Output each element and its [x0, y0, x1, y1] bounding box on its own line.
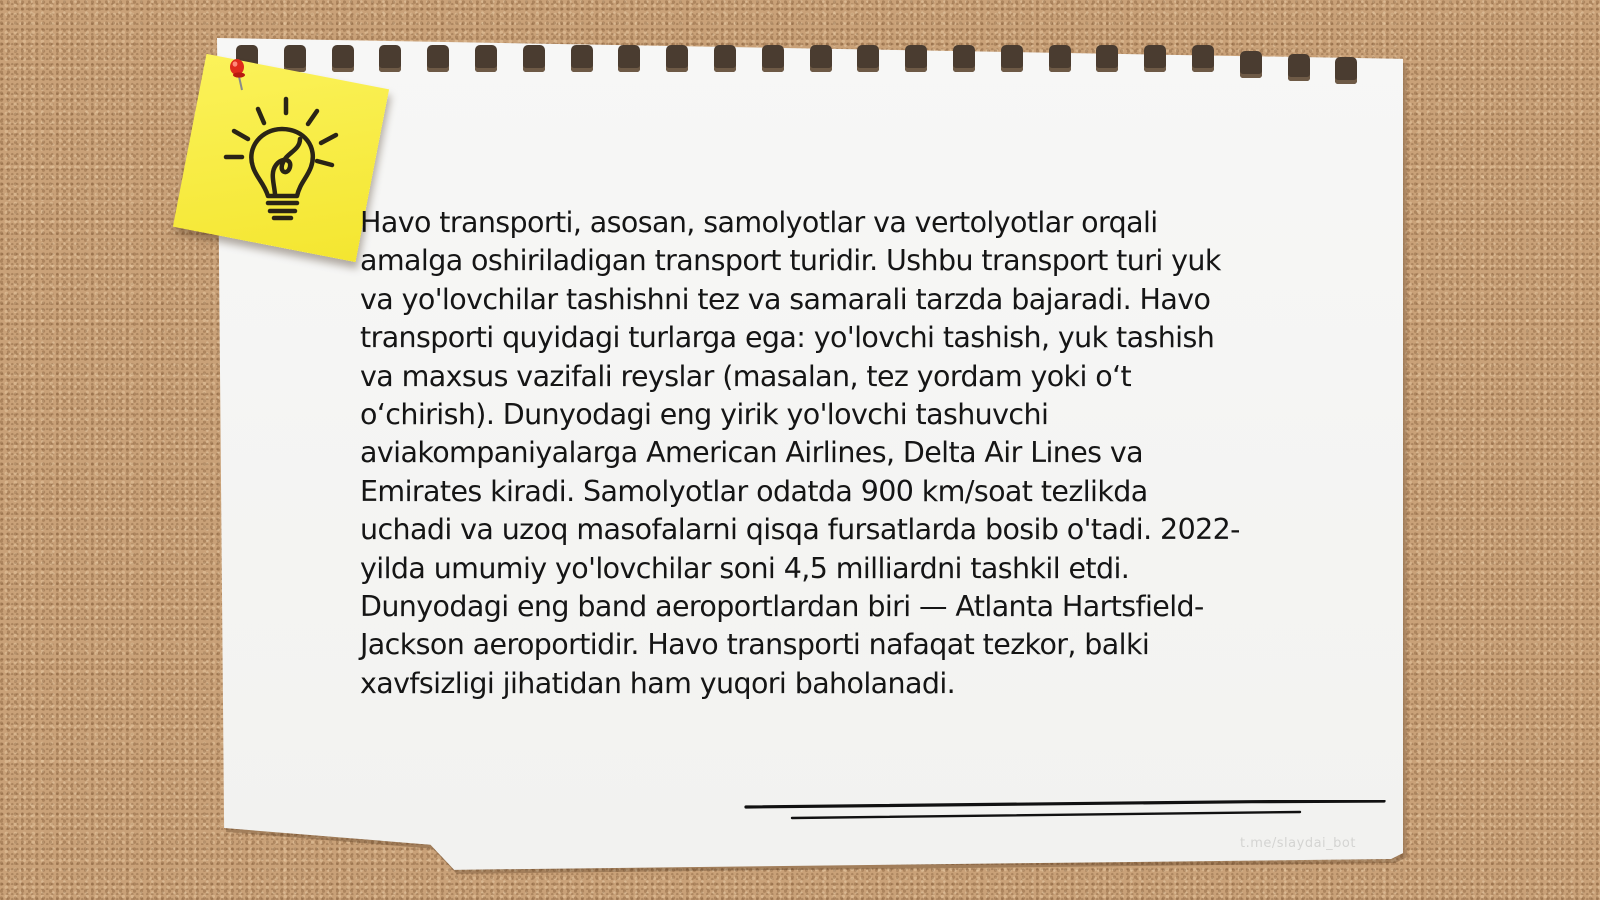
tear-hole	[1240, 51, 1262, 78]
tear-hole	[284, 45, 306, 72]
tear-hole	[1049, 45, 1071, 72]
tear-hole	[905, 45, 927, 72]
tear-hole	[379, 45, 401, 72]
tear-hole	[618, 45, 640, 72]
watermark-text: t.me/slaydai_bot	[1240, 836, 1356, 851]
tear-hole	[427, 45, 449, 72]
body-paragraph: Havo transporti, asosan, samolyotlar va vertolyotlar orqali amalga oshiriladigan transport turidir. Ushbu transport turi yuk va yo'lovchilar tashishni tez va samarali tarzda bajaradi. Havo transporti quyidagi turlarga ega: yo'lovchi tashish, yuk tashish va maxsus vazifali reyslar (masalan, tez yordam yoki o‘t o‘chirish). Dunyodagi eng yirik yo'lovchi tashuvchi aviakompaniyalarga American Airlines, Delta Air Lines va Emirates kiradi. Samolyotlar odatda 900 km/soat tezlikda uchadi va uzoq masofalarni qisqa fursatlarda bosib o'tadi. 2022-yilda umumiy yo'lovchilar soni 4,5 milliardni tashkil etdi. Dunyodagi eng band aeroportlardan biri — Atlanta Hartsfield-Jackson aeroportidir. Havo transporti nafaqat tezkor, balki xavfsizligi jihatidan ham yuqori baholanadi.	[360, 206, 1240, 700]
tear-hole	[571, 45, 593, 72]
pushpin-icon	[226, 58, 252, 92]
tear-hole	[1192, 45, 1214, 72]
tear-hole	[1335, 57, 1357, 84]
tear-hole	[762, 45, 784, 72]
tear-hole	[332, 45, 354, 72]
tear-hole	[1001, 45, 1023, 72]
tear-hole	[1288, 54, 1310, 81]
tear-hole	[475, 45, 497, 72]
tear-hole	[953, 45, 975, 72]
tear-hole	[523, 45, 545, 72]
notebook-tear-holes	[236, 42, 1366, 76]
tear-hole	[857, 45, 879, 72]
tear-hole	[666, 45, 688, 72]
tear-hole	[1144, 45, 1166, 72]
tear-hole	[714, 45, 736, 72]
lightbulb-icon	[220, 93, 345, 228]
tear-hole	[1096, 45, 1118, 72]
tear-hole	[810, 45, 832, 72]
decorative-underlines	[740, 800, 1390, 840]
